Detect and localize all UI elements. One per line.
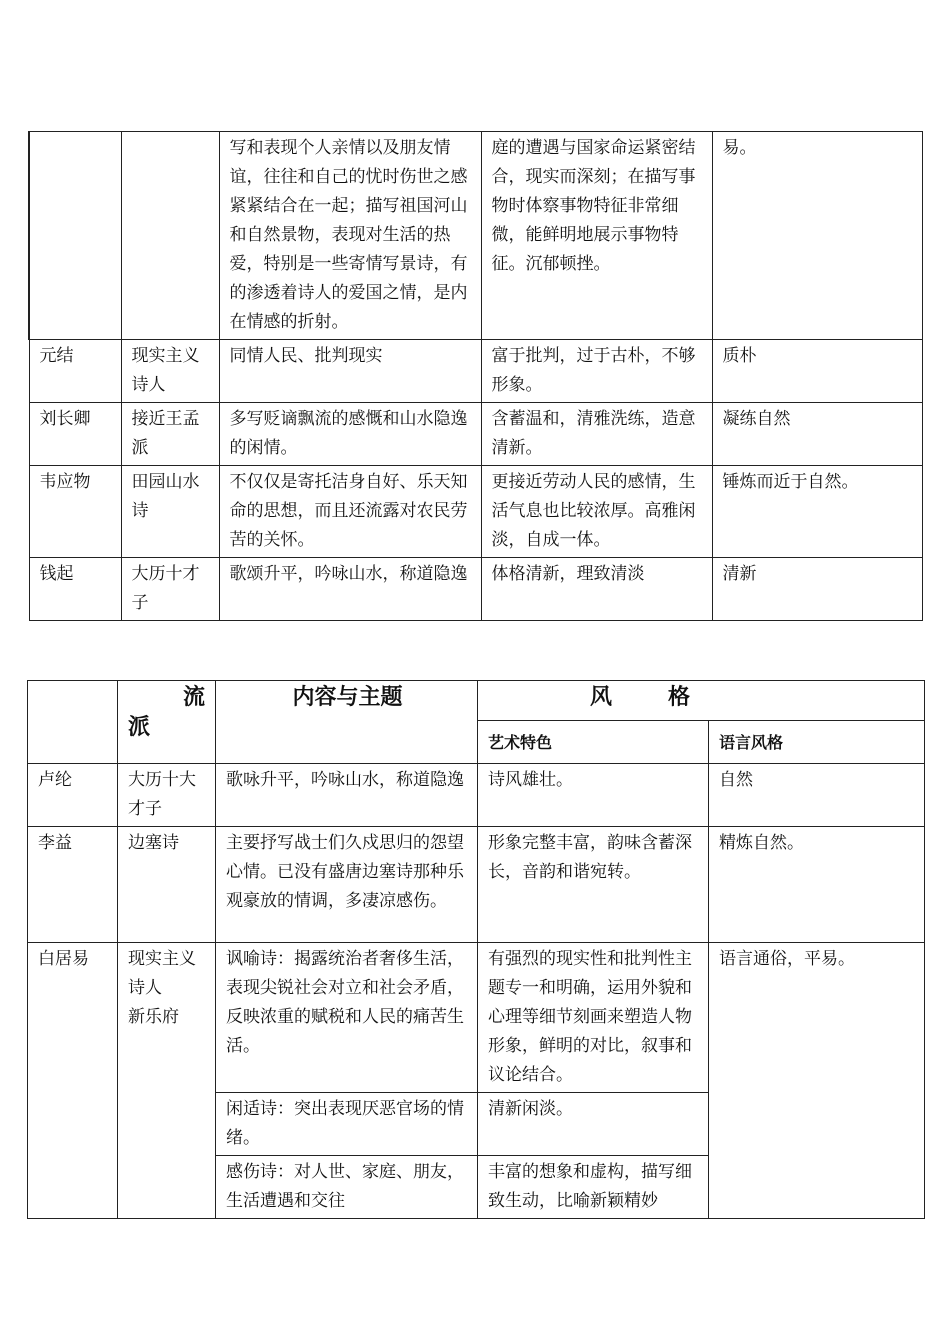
- header-style: 风 格: [478, 681, 925, 721]
- table-row: [28, 943, 925, 1093]
- table-row: [28, 764, 925, 827]
- language-cell: 清新: [712, 558, 922, 621]
- school-cell: 田园山水诗: [121, 466, 219, 558]
- art-cell: 体格清新，理致清淡: [481, 558, 712, 621]
- content-cell: 歌咏升平，吟咏山水，称道隐逸: [216, 764, 478, 827]
- content-cell: 不仅仅是寄托洁身自好、乐天知命的思想，而且还流露对农民劳苦的关怀。: [219, 466, 481, 558]
- header-art: 艺术特色: [478, 721, 709, 764]
- header-content: 内容与主题: [216, 681, 478, 764]
- language-cell: 锤炼而近于自然。: [712, 466, 922, 558]
- language-cell: 语言通俗，平易。: [709, 943, 925, 1219]
- language-cell: 质朴: [712, 340, 922, 403]
- content-cell: 主要抒写战士们久戍思归的怨望心情。已没有盛唐边塞诗那种乐观豪放的情调，多凄凉感伤。: [216, 827, 478, 943]
- header-row: [28, 681, 925, 721]
- content-cell: 同情人民、批判现实: [219, 340, 481, 403]
- table-row: [28, 827, 925, 943]
- table-row: [29, 340, 922, 403]
- content-cell: 感伤诗：对人世、家庭、朋友，生活遭遇和交往: [216, 1156, 478, 1219]
- poet-cell: 卢纶: [28, 764, 118, 827]
- art-cell: 形象完整丰富，韵味含蓄深长，音韵和谐宛转。: [478, 827, 709, 943]
- language-cell: 精炼自然。: [709, 827, 925, 943]
- table-row: [29, 132, 922, 340]
- art-cell: 更接近劳动人民的感情，生活气息也比较浓厚。高雅闲淡，自成一体。: [481, 466, 712, 558]
- content-cell: 写和表现个人亲情以及朋友情谊，往往和自己的忧时伤世之感紧紧结合在一起；描写祖国河山和自然景物，表现对生活的热爱，特别是一些寄情写景诗，有的渗透着诗人的爱国之情，是内在情感的折射。: [219, 132, 481, 340]
- content-cell: 歌颂升平，吟咏山水，称道隐逸: [219, 558, 481, 621]
- content-cell: 多写贬谪飘流的感慨和山水隐逸的闲情。: [219, 403, 481, 466]
- school-cell: 接近王孟派: [121, 403, 219, 466]
- art-cell: 含蓄温和，清雅洗练，造意清新。: [481, 403, 712, 466]
- poet-cell: 韦应物: [29, 466, 121, 558]
- school-cell: 边塞诗: [118, 827, 216, 943]
- poets-table: [27, 680, 925, 1219]
- poet-cell: [29, 132, 121, 340]
- art-cell: 富于批判，过于古朴，不够形象。: [481, 340, 712, 403]
- art-cell: 有强烈的现实性和批判性主题专一和明确，运用外貌和心理等细节刻画来塑造人物形象，鲜明的对比，叙事和议论结合。: [478, 943, 709, 1093]
- content-cell: 闲适诗：突出表现厌恶官场的情绪。: [216, 1093, 478, 1156]
- school-cell: 大历十大才子: [118, 764, 216, 827]
- art-cell: 丰富的想象和虚构，描写细致生动，比喻新颖精妙: [478, 1156, 709, 1219]
- school-cell: [121, 132, 219, 340]
- language-cell: 凝练自然: [712, 403, 922, 466]
- language-cell: 易。: [712, 132, 922, 340]
- poet-cell: 元结: [29, 340, 121, 403]
- poet-cell: 李益: [28, 827, 118, 943]
- art-cell: 诗风雄壮。: [478, 764, 709, 827]
- header-school: 流 派: [118, 681, 216, 764]
- table-row: [29, 558, 922, 621]
- header-language: 语言风格: [709, 721, 925, 764]
- header-poet: [28, 681, 118, 764]
- school-cell: 现实主义 诗人 新乐府: [118, 943, 216, 1219]
- poet-cell: 刘长卿: [29, 403, 121, 466]
- poet-cell: 白居易: [28, 943, 118, 1219]
- language-cell: 自然: [709, 764, 925, 827]
- school-cell: 现实主义诗人: [121, 340, 219, 403]
- table-row: [29, 403, 922, 466]
- table-row: [29, 466, 922, 558]
- poet-cell: 钱起: [29, 558, 121, 621]
- art-cell: 庭的遭遇与国家命运紧密结合，现实而深刻；在描写事物时体察事物特征非常细微，能鲜明地展示事物特征。沉郁顿挫。: [481, 132, 712, 340]
- school-cell: 大历十才子: [121, 558, 219, 621]
- content-cell: 讽喻诗：揭露统治者奢侈生活，表现尖锐社会对立和社会矛盾，反映浓重的赋税和人民的痛苦生活。: [216, 943, 478, 1093]
- art-cell: 清新闲淡。: [478, 1093, 709, 1156]
- poets-table-continued: [28, 131, 923, 621]
